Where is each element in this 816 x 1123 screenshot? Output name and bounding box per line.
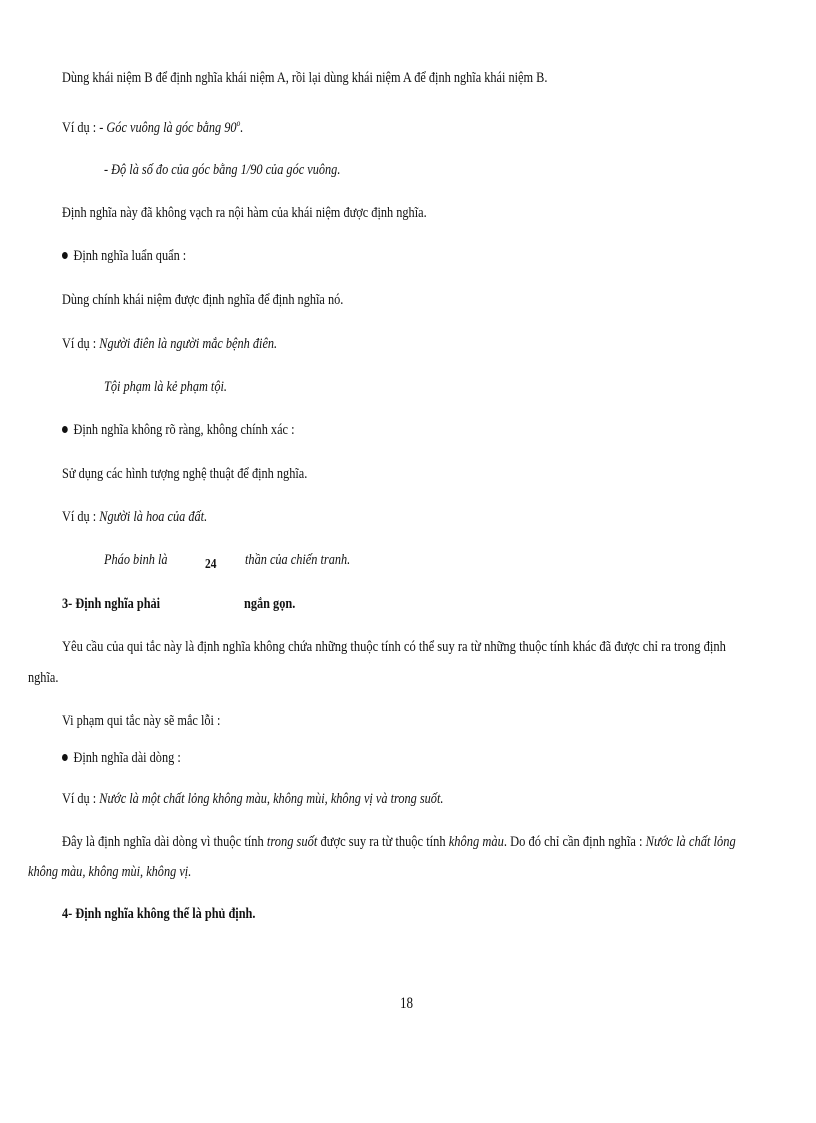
example-text: - Độ là số đo của góc bằng 1/90 của góc vuông. <box>104 162 341 178</box>
paragraph-line: Yêu cầu của qui tắc này là định nghĩa không chứa những thuộc tính có thể suy ra từ những thuộc tính khác đã được chỉ ra trong định <box>62 639 726 655</box>
example-line <box>62 336 277 353</box>
example-line <box>62 791 443 808</box>
text-line: Định nghĩa này đã không vạch ra nội hàm của khái niệm được định nghĩa. <box>62 205 427 221</box>
example-label: Ví dụ : <box>62 509 97 525</box>
page-number-overlap: 24 <box>205 557 217 572</box>
bullet-icon <box>62 754 68 761</box>
bullet-icon <box>62 426 68 433</box>
text-line: Dùng chính khái niệm được định nghĩa để định nghĩa nó. <box>62 292 344 308</box>
example-text: Người là hoa của đất. <box>99 509 208 525</box>
example-label: Ví dụ : <box>62 336 97 352</box>
example-text: thần của chiến tranh. <box>245 552 351 568</box>
section-heading: ngắn gọn. <box>244 596 296 612</box>
example-text: Người điên là người mắc bệnh điên. <box>99 336 278 352</box>
bullet-item: Định nghĩa không rõ ràng, không chính xác : <box>62 422 294 439</box>
example-label: Ví dụ : <box>62 791 97 807</box>
section-heading: 3- Định nghĩa phải <box>62 596 161 612</box>
text-line: Sử dụng các hình tượng nghệ thuật để định nghĩa. <box>62 466 308 482</box>
text-line: Vi phạm qui tắc này sẽ mắc lỗi : <box>62 713 221 729</box>
example-label: Ví dụ : <box>62 120 97 136</box>
paragraph-line: nghĩa. <box>28 670 59 686</box>
section-heading: 4- Định nghĩa không thể là phủ định. <box>62 906 256 922</box>
text-line: Dùng khái niệm B để định nghĩa khái niệm A, rồi lại dùng khái niệm A để định nghĩa khái niệm B. <box>62 70 548 86</box>
paragraph-line: không màu, không mùi, không vị. <box>28 864 192 880</box>
page-number: 18 <box>400 995 414 1012</box>
bullet-item: Định nghĩa dài dòng : <box>62 750 181 767</box>
paragraph-line: Đây là định nghĩa dài dòng vì thuộc tính trong suốt được suy ra từ thuộc tính không màu. Do đó chỉ cần định nghĩa : Nước là chất lỏng <box>62 834 736 850</box>
example-text: Nước là một chất lỏng không màu, không mùi, không vị và trong suốt. <box>99 791 444 807</box>
bullet-item: Định nghĩa luẩn quẩn : <box>62 248 186 265</box>
example-line <box>62 118 243 137</box>
example-text: - Góc vuông là góc bằng 90$^o$. <box>99 118 244 136</box>
example-line <box>62 509 207 526</box>
example-text: Pháo binh là <box>104 552 168 568</box>
example-text: Tội phạm là kẻ phạm tội. <box>104 379 227 395</box>
bullet-icon <box>62 252 68 259</box>
